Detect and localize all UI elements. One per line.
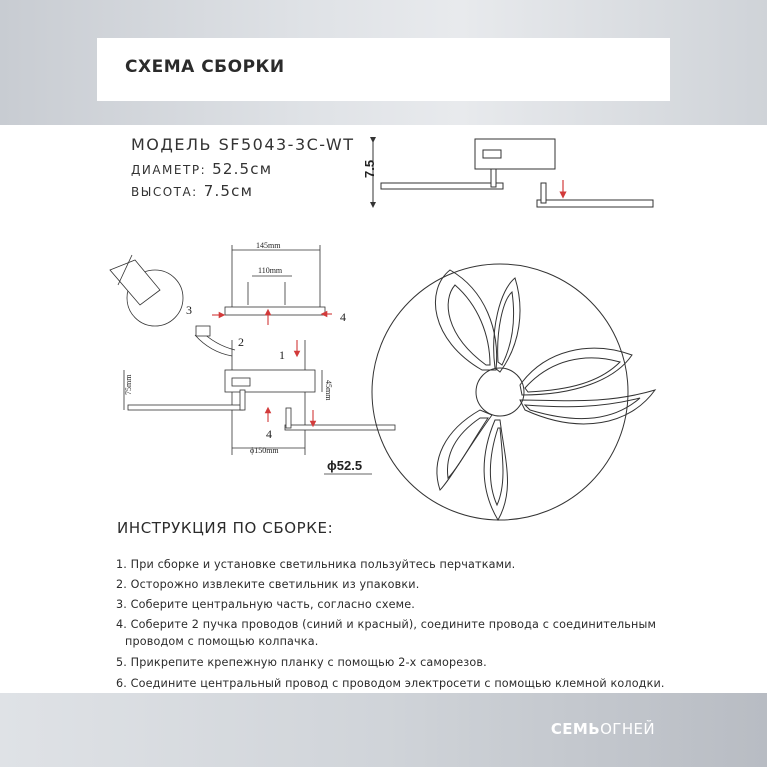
height-value: 7.5см [203, 182, 254, 200]
brand-part-1: СЕМЬ [550, 720, 601, 738]
height-label: ВЫСОТА: [131, 185, 198, 199]
model-label: МОДЕЛЬ SF5043-3C-WT [131, 135, 355, 154]
brand-part-2: ОГНЕЙ [600, 720, 655, 738]
callout-1: 1 [279, 348, 285, 362]
step-6: 6. Соедините центральный провод с проводом электросети с помощью клемной колодки. [116, 677, 665, 690]
diameter-label: ДИАМЕТР: [131, 163, 207, 177]
step-4-cont: проводом с помощью колпачка. [125, 635, 319, 648]
lamp-top-view [372, 264, 655, 520]
page-title: СХЕМА СБОРКИ [125, 57, 285, 77]
callout-4a: 4 [340, 310, 346, 324]
dim-45-label: 45mm [324, 380, 333, 401]
dim-110-label: 110mm [258, 266, 283, 275]
step-5: 5. Прикрепите крепежную планку с помощью 2-х саморезов. [116, 656, 487, 669]
side-height-label: 7.5 [362, 159, 377, 178]
footer-band [0, 693, 767, 767]
dim-145-label: 145mm [256, 241, 281, 250]
step-1: 1. При сборке и установке светильника пользуйтесь перчатками. [116, 558, 516, 571]
step-3: 3. Соберите центральную часть, согласно схеме. [116, 598, 415, 611]
step-4: 4. Соберите 2 пучка проводов (синий и красный), соедините провода с соединительным [116, 618, 657, 631]
instructions-title: ИНСТРУКЦИЯ ПО СБОРКЕ: [117, 519, 334, 537]
dim-150-label: ϕ150mm [250, 446, 279, 455]
dim-75-label: 75mm [124, 374, 133, 395]
brand-logo [551, 720, 655, 738]
callout-2: 2 [238, 335, 244, 349]
diameter-value: 52.5см [212, 160, 273, 178]
wiring-inset [110, 255, 235, 356]
callout-4b: 4 [266, 427, 272, 441]
step-2: 2. Осторожно извлеките светильник из упаковки. [116, 578, 420, 591]
side-view [373, 139, 653, 207]
diameter-mark: ϕ52.5 [327, 458, 363, 473]
callout-3: 3 [186, 303, 192, 317]
